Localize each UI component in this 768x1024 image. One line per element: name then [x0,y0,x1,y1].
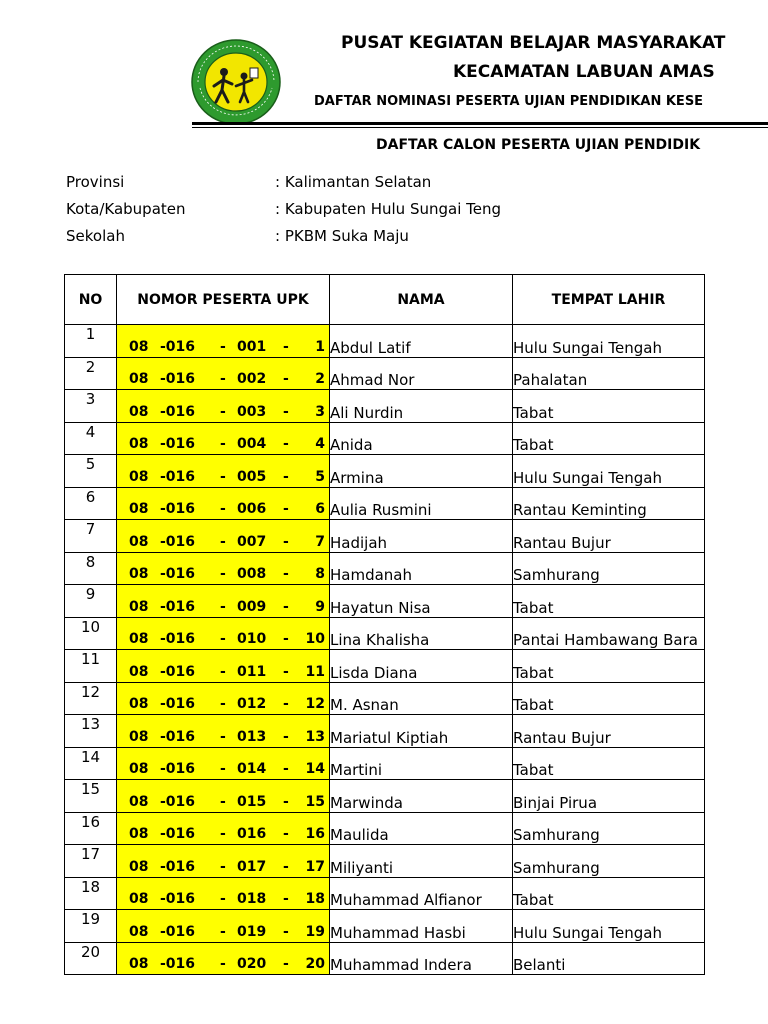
upk-part-sequence: 017 [237,858,267,875]
participant-name: Muhammad Indera [330,942,513,975]
row-number: 20 [65,942,117,975]
birthplace: Samhurang [513,812,705,845]
table-row [65,682,705,715]
participant-name: Muhammad Alfianor [330,877,513,910]
table-row [65,910,705,943]
upk-number-cell [117,780,330,813]
birthplace: Hulu Sungai Tengah [513,910,705,943]
upk-part-district: -016 [160,826,196,842]
upk-dash: - [283,728,289,745]
upk-number-cell [117,422,330,455]
header-no: NO [65,275,117,325]
table-row [65,650,705,683]
birthplace: Tabat [513,877,705,910]
upk-part-district: -016 [160,663,196,680]
row-number: 8 [65,552,117,585]
table-row [65,780,705,813]
header-title: PUSAT KEGIATAN BELAJAR MASYARAKAT [341,33,726,53]
participant-table [64,274,705,975]
upk-part-district: -016 [160,403,196,420]
upk-part-sequence: 019 [237,923,267,940]
participant-name: Ali Nurdin [330,390,513,423]
upk-part-province: 08 [129,436,149,452]
upk-dash: - [220,891,226,907]
birthplace: Rantau Bujur [513,715,705,748]
row-number: 12 [65,682,117,715]
upk-part-district: -016 [160,761,196,777]
header-upk-number: NOMOR PESERTA UPK [117,275,330,325]
upk-part-province: 08 [129,338,149,355]
row-number: 13 [65,715,117,748]
upk-number-cell [117,942,330,975]
birthplace: Rantau Bujur [513,520,705,553]
row-number: 9 [65,585,117,618]
upk-part-province: 08 [129,566,149,582]
upk-dash: - [220,826,226,842]
upk-part-province: 08 [129,696,149,712]
upk-dash: - [220,631,226,647]
upk-part-number: 14 [305,761,325,777]
participant-name: Armina [330,455,513,488]
birthplace: Samhurang [513,845,705,878]
upk-dash: - [283,793,289,810]
row-number: 18 [65,877,117,910]
upk-part-number: 7 [315,533,325,550]
upk-part-sequence: 006 [237,501,267,517]
upk-part-sequence: 002 [237,371,267,387]
table-row [65,715,705,748]
upk-number-cell [117,650,330,683]
birthplace: Tabat [513,650,705,683]
upk-part-district: -016 [160,631,196,647]
upk-number-cell [117,617,330,650]
table-row [65,747,705,780]
upk-dash: - [283,403,289,420]
birthplace: Pantai Hambawang Bara [513,617,705,650]
upk-part-sequence: 005 [237,468,267,485]
upk-part-number: 11 [305,663,325,680]
row-number: 6 [65,487,117,520]
upk-part-district: -016 [160,696,196,712]
row-number: 1 [65,325,117,358]
upk-part-sequence: 018 [237,891,267,907]
info-label-sekolah: Sekolah [66,227,125,245]
upk-dash: - [220,338,226,355]
row-number: 3 [65,390,117,423]
row-number: 14 [65,747,117,780]
upk-part-province: 08 [129,663,149,680]
upk-number-cell [117,877,330,910]
participant-name: Mariatul Kiptiah [330,715,513,748]
upk-dash: - [220,923,226,940]
birthplace: Rantau Keminting [513,487,705,520]
upk-dash: - [283,566,289,582]
upk-part-sequence: 015 [237,793,267,810]
upk-part-number: 4 [315,436,325,452]
participant-name: Miliyanti [330,845,513,878]
upk-part-district: -016 [160,566,196,582]
participant-name: Muhammad Hasbi [330,910,513,943]
upk-part-number: 3 [315,403,325,420]
upk-part-province: 08 [129,793,149,810]
upk-number-cell [117,357,330,390]
participant-name: Lisda Diana [330,650,513,683]
row-number: 11 [65,650,117,683]
upk-part-district: -016 [160,598,196,615]
upk-part-number: 9 [315,598,325,615]
upk-dash: - [220,403,226,420]
upk-dash: - [283,598,289,615]
upk-dash: - [283,436,289,452]
upk-dash: - [220,371,226,387]
upk-part-number: 16 [305,826,325,842]
upk-number-cell [117,747,330,780]
table-row [65,390,705,423]
upk-part-district: -016 [160,793,196,810]
participant-name: Maulida [330,812,513,845]
upk-part-number: 20 [305,956,325,972]
upk-part-number: 15 [305,793,325,810]
upk-part-number: 5 [315,468,325,485]
upk-part-sequence: 004 [237,436,267,452]
row-number: 2 [65,357,117,390]
upk-part-district: -016 [160,858,196,875]
upk-number-cell [117,910,330,943]
birthplace: Tabat [513,747,705,780]
upk-part-province: 08 [129,858,149,875]
participant-name: Marwinda [330,780,513,813]
birthplace: Tabat [513,390,705,423]
row-number: 7 [65,520,117,553]
upk-dash: - [220,728,226,745]
table-row [65,520,705,553]
table-row [65,812,705,845]
birthplace: Tabat [513,682,705,715]
info-value-kota: : Kabupaten Hulu Sungai Teng [275,200,501,218]
upk-part-number: 10 [305,631,325,647]
row-number: 19 [65,910,117,943]
header-name: NAMA [330,275,513,325]
upk-part-district: -016 [160,891,196,907]
upk-part-number: 6 [315,501,325,517]
upk-dash: - [283,631,289,647]
row-number: 10 [65,617,117,650]
upk-part-district: -016 [160,501,196,517]
upk-part-number: 13 [305,728,325,745]
upk-part-province: 08 [129,761,149,777]
birthplace: Hulu Sungai Tengah [513,325,705,358]
upk-dash: - [283,923,289,940]
upk-dash: - [220,436,226,452]
upk-part-sequence: 003 [237,403,267,420]
table-row [65,585,705,618]
participant-name: Ahmad Nor [330,357,513,390]
upk-part-sequence: 001 [237,338,267,355]
table-row [65,455,705,488]
upk-number-cell [117,520,330,553]
header-district: KECAMATAN LABUAN AMAS [453,62,715,82]
upk-part-province: 08 [129,923,149,940]
participant-name: Aulia Rusmini [330,487,513,520]
upk-dash: - [220,761,226,777]
row-number: 16 [65,812,117,845]
upk-part-district: -016 [160,371,196,387]
info-label-kota: Kota/Kabupaten [66,200,186,218]
upk-part-district: -016 [160,468,196,485]
upk-part-sequence: 007 [237,533,267,550]
upk-number-cell [117,325,330,358]
table-row [65,325,705,358]
header-rule-thin [192,127,768,128]
upk-number-cell [117,390,330,423]
upk-part-province: 08 [129,631,149,647]
upk-part-sequence: 012 [237,696,267,712]
upk-part-number: 1 [315,338,325,355]
participant-name: Hamdanah [330,552,513,585]
info-value-provinsi: : Kalimantan Selatan [275,173,432,191]
upk-dash: - [220,663,226,680]
participant-name: Hayatun Nisa [330,585,513,618]
table-row [65,487,705,520]
upk-dash: - [220,956,226,972]
info-value-sekolah: : PKBM Suka Maju [275,227,409,245]
upk-dash: - [283,533,289,550]
upk-number-cell [117,682,330,715]
upk-part-number: 12 [305,696,325,712]
upk-dash: - [283,338,289,355]
upk-part-number: 2 [315,371,325,387]
upk-part-district: -016 [160,956,196,972]
upk-number-cell [117,585,330,618]
table-row [65,552,705,585]
upk-dash: - [220,598,226,615]
upk-dash: - [283,826,289,842]
upk-part-province: 08 [129,598,149,615]
upk-number-cell [117,845,330,878]
participant-name: Abdul Latif [330,325,513,358]
upk-dash: - [283,891,289,907]
birthplace: Binjai Pirua [513,780,705,813]
upk-dash: - [220,501,226,517]
table-row [65,357,705,390]
upk-part-number: 19 [305,923,325,940]
upk-part-district: -016 [160,533,196,550]
upk-part-sequence: 010 [237,631,267,647]
upk-dash: - [283,761,289,777]
birthplace: Pahalatan [513,357,705,390]
upk-part-sequence: 009 [237,598,267,615]
participant-name: Hadijah [330,520,513,553]
upk-part-province: 08 [129,826,149,842]
upk-dash: - [283,468,289,485]
table-row [65,845,705,878]
table-row [65,617,705,650]
upk-dash: - [220,566,226,582]
table-row [65,877,705,910]
row-number: 4 [65,422,117,455]
upk-part-district: -016 [160,338,196,355]
header-birthplace: TEMPAT LAHIR [513,275,705,325]
upk-part-sequence: 020 [237,956,267,972]
upk-part-number: 18 [305,891,325,907]
participant-name: Anida [330,422,513,455]
participant-name: Lina Khalisha [330,617,513,650]
header-rule-thick [192,122,768,125]
upk-part-number: 8 [315,566,325,582]
upk-part-district: -016 [160,728,196,745]
pkbm-logo [190,38,282,126]
upk-dash: - [283,371,289,387]
upk-part-sequence: 014 [237,761,267,777]
row-number: 15 [65,780,117,813]
row-number: 5 [65,455,117,488]
upk-part-sequence: 013 [237,728,267,745]
upk-part-province: 08 [129,403,149,420]
upk-dash: - [220,468,226,485]
upk-dash: - [220,696,226,712]
birthplace: Hulu Sungai Tengah [513,455,705,488]
upk-part-province: 08 [129,891,149,907]
upk-part-province: 08 [129,371,149,387]
upk-number-cell [117,812,330,845]
participant-name: Martini [330,747,513,780]
upk-number-cell [117,715,330,748]
upk-number-cell [117,455,330,488]
birthplace: Tabat [513,585,705,618]
upk-part-sequence: 016 [237,826,267,842]
upk-dash: - [283,956,289,972]
upk-dash: - [283,858,289,875]
document-subtitle: DAFTAR CALON PESERTA UJIAN PENDIDIK [376,137,701,153]
upk-part-province: 08 [129,728,149,745]
upk-part-province: 08 [129,533,149,550]
upk-part-sequence: 011 [237,663,267,680]
table-row [65,942,705,975]
upk-dash: - [220,533,226,550]
upk-dash: - [283,663,289,680]
header-document-title: DAFTAR NOMINASI PESERTA UJIAN PENDIDIKAN KESE [314,94,704,109]
participant-name: M. Asnan [330,682,513,715]
upk-number-cell [117,552,330,585]
upk-part-province: 08 [129,501,149,517]
info-label-provinsi: Provinsi [66,173,125,191]
upk-part-province: 08 [129,468,149,485]
upk-dash: - [220,793,226,810]
upk-part-number: 17 [305,858,325,875]
upk-part-district: -016 [160,436,196,452]
upk-part-sequence: 008 [237,566,267,582]
upk-dash: - [283,501,289,517]
table-header-row [65,275,705,325]
table-row [65,422,705,455]
upk-dash: - [283,696,289,712]
upk-dash: - [220,858,226,875]
birthplace: Tabat [513,422,705,455]
upk-number-cell [117,487,330,520]
row-number: 17 [65,845,117,878]
birthplace: Belanti [513,942,705,975]
upk-part-province: 08 [129,956,149,972]
birthplace: Samhurang [513,552,705,585]
upk-part-district: -016 [160,923,196,940]
